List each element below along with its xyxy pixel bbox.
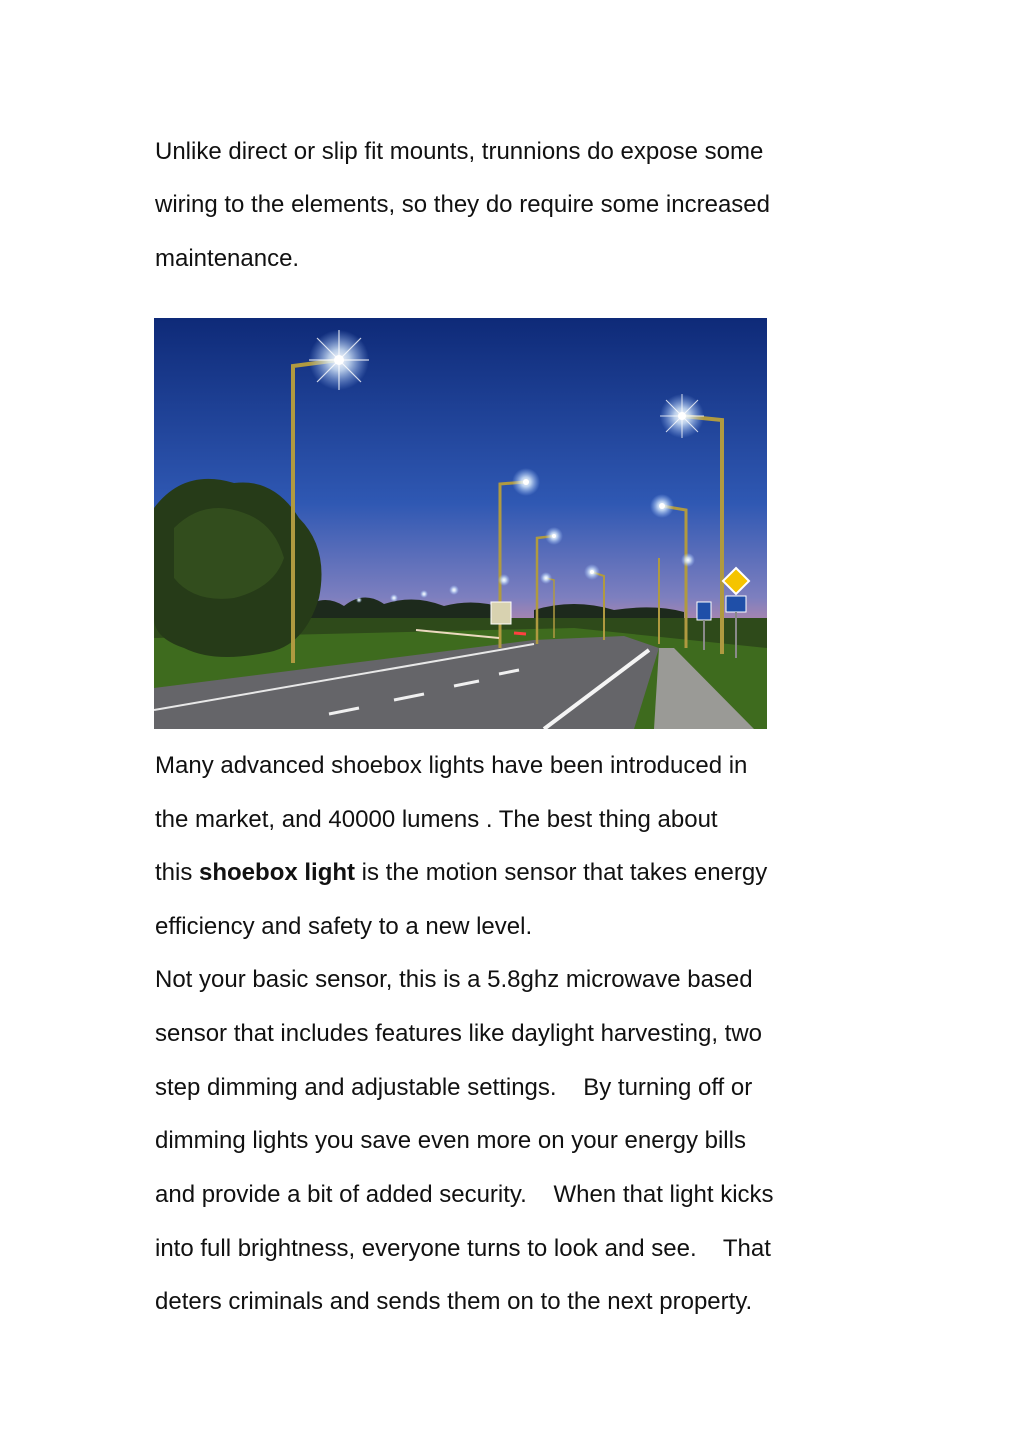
text-line: Unlike direct or slip fit mounts, trunnions do expose some <box>155 138 764 165</box>
text-line: Many advanced shoebox lights have been introduced in <box>155 752 748 779</box>
text-line: deters criminals and sends them on to the next property. <box>155 1288 753 1315</box>
light-trail <box>514 633 526 634</box>
text-line: wiring to the elements, so they do require some increased <box>155 191 770 218</box>
text-line: the market, and 40000 lumens . The best thing about <box>155 806 718 833</box>
text-line: efficiency and safety to a new level. <box>155 913 533 940</box>
text-line: maintenance. <box>155 245 300 272</box>
shoebox-light-keyword: shoebox light <box>199 859 356 886</box>
street-lights-photo <box>154 318 767 729</box>
text-line: Not your basic sensor, this is a 5.8ghz microwave based <box>155 966 753 993</box>
text-line: and provide a bit of added security. When that light kicks <box>155 1181 774 1208</box>
text-line: dimming lights you save even more on your energy bills <box>155 1127 746 1154</box>
text-segment: is the motion sensor that takes energy <box>355 859 768 886</box>
text-line: step dimming and adjustable settings. By turning off or <box>155 1074 753 1101</box>
text-line <box>155 859 767 887</box>
text-line: into full brightness, everyone turns to look and see. That <box>155 1235 771 1262</box>
text-line: sensor that includes features like daylight harvesting, two <box>155 1020 762 1047</box>
text-segment: this <box>155 859 200 886</box>
